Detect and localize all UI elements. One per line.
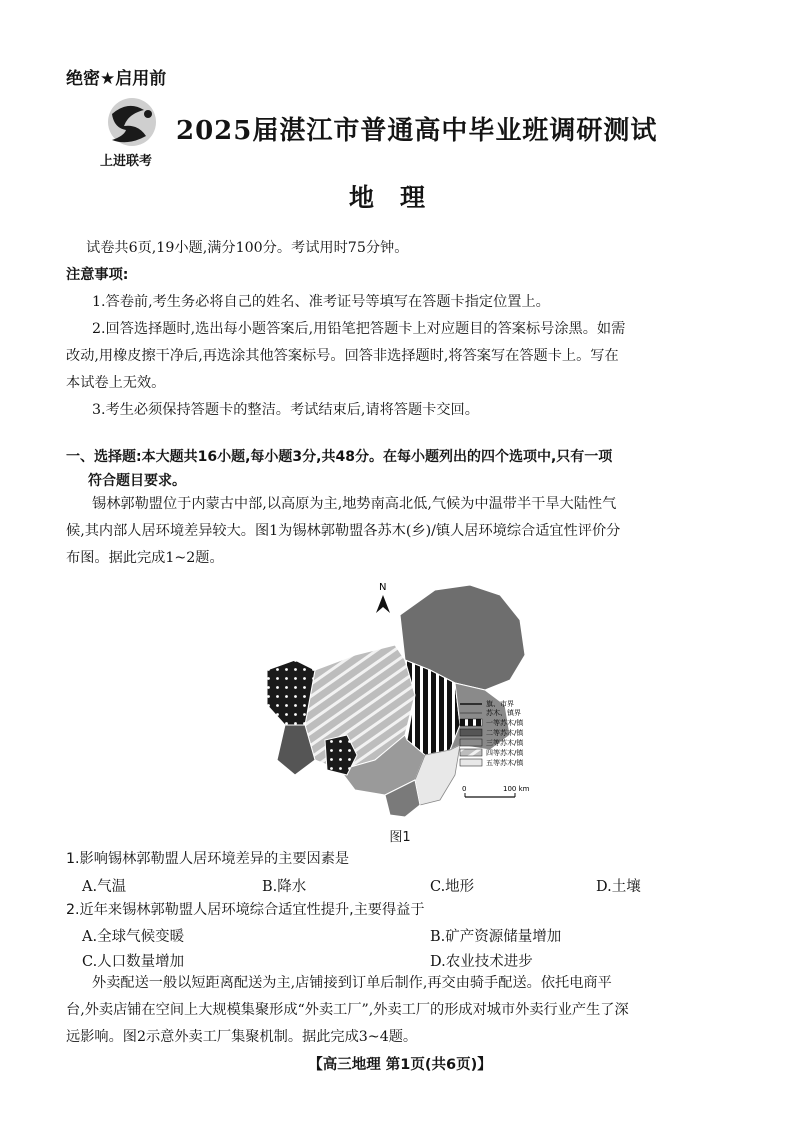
- page-footer: 【高三地理 第1页(共6页)】: [308, 1057, 492, 1073]
- notice-item-2-line-1: 2.回答选择题时,选出每小题答案后,用铅笔把答题卡上对应题目的答案标号涂黑。如需: [92, 321, 626, 337]
- scale-bar: [462, 785, 530, 797]
- notice-item-1: 1.答卷前,考生务必将自己的姓名、准考证号等填写在答题卡指定位置上。: [92, 294, 550, 310]
- secret-mark: 绝密★启用前: [66, 69, 167, 89]
- logo-text: 上进联考: [100, 154, 153, 169]
- notice-item-3: 3.考生必须保持答题卡的整洁。考试结束后,请将答题卡交回。: [92, 402, 479, 418]
- notice-heading: 注意事项:: [66, 267, 129, 283]
- exam-title: 2025届湛江市普通高中毕业班调研测试: [176, 116, 658, 146]
- question-1-option-c: C.地形: [430, 879, 475, 895]
- question-2-option-b: B.矿产资源储量增加: [430, 929, 562, 945]
- legend-item-6: 四等苏木/镇: [486, 749, 524, 757]
- passage-1-line-3: 布图。据此完成1~2题。: [66, 550, 224, 566]
- figure-1-caption: 图1: [389, 830, 411, 845]
- section-heading-line-2: 符合题目要求。: [88, 473, 186, 489]
- passage-2-line-2: 台,外卖店铺在空间上大规模集聚形成“外卖工厂”,外卖工厂的形成对城市外卖行业产生了深: [66, 1002, 629, 1018]
- north-label: N: [379, 582, 387, 593]
- question-2-stem: 2.近年来锡林郭勒盟人居环境综合适宜性提升,主要得益于: [66, 902, 425, 918]
- passage-2-line-3: 远影响。图2示意外卖工厂集聚机制。据此完成3~4题。: [66, 1029, 418, 1045]
- question-2-option-a: A.全球气候变暖: [82, 929, 185, 945]
- legend-item-3: 一等苏木/镇: [486, 719, 524, 727]
- legend-item-1: 旗、市界: [486, 700, 514, 708]
- question-1-option-a: A.气温: [82, 879, 127, 895]
- legend-item-2: 苏木、镇界: [486, 709, 521, 717]
- question-2-option-c: C.人口数量增加: [82, 954, 185, 970]
- subject-title: 地理: [348, 183, 451, 212]
- passage-2-line-1: 外卖配送一般以短距离配送为主,店铺接到订单后制作,再交由骑手配送。依托电商平: [92, 975, 612, 991]
- question-1-stem: 1.影响锡林郭勒盟人居环境差异的主要因素是: [66, 851, 350, 867]
- question-1-option-b: B.降水: [262, 879, 307, 895]
- question-2-option-d: D.农业技术进步: [430, 954, 533, 970]
- north-arrow-icon: [376, 595, 390, 613]
- figure-1-map: [255, 575, 565, 820]
- exam-intro: 试卷共6页,19小题,满分100分。考试用时75分钟。: [86, 240, 409, 256]
- scale-label: 100 km: [503, 785, 530, 793]
- section-heading-line-1: 一、选择题:本大题共16小题,每小题3分,共48分。在每小题列出的四个选项中,只有一项: [66, 449, 613, 465]
- legend-item-7: 五等苏木/镇: [486, 759, 524, 767]
- scale-zero: 0: [462, 785, 467, 793]
- question-1-option-d: D.土壤: [596, 879, 641, 895]
- legend-item-4: 二等苏木/镇: [486, 729, 524, 737]
- passage-1-line-2: 候,其内部人居环境差异较大。图1为锡林郭勒盟各苏木(乡)/镇人居环境综合适宜性评价分: [66, 523, 621, 539]
- notice-item-2-line-2: 改动,用橡皮擦干净后,再选涂其他答案标号。回答非选择题时,将答案写在答题卡上。写在: [66, 348, 619, 364]
- passage-1-line-1: 锡林郭勒盟位于内蒙古中部,以高原为主,地势南高北低,气候为中温带半干旱大陆性气: [92, 496, 617, 512]
- notice-item-2-line-3: 本试卷上无效。: [66, 375, 166, 391]
- legend-item-5: 三等苏木/镇: [486, 739, 524, 747]
